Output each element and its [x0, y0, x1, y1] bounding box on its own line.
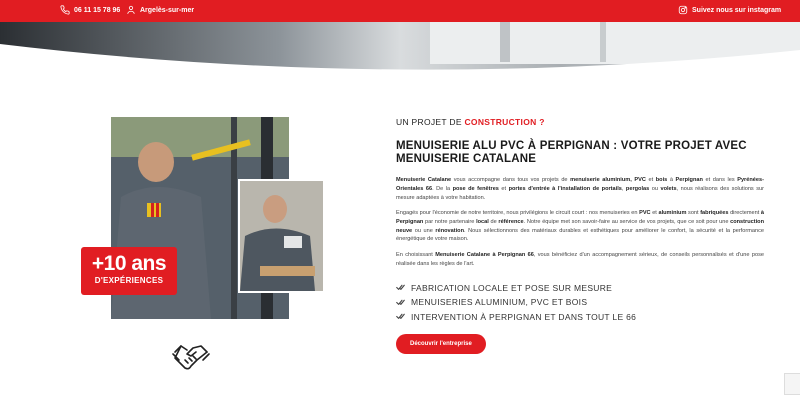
p1-s7: Perpignan — [675, 177, 703, 184]
check-icon — [396, 312, 405, 321]
instagram-label: Suivez nous sur instagram — [692, 6, 782, 14]
p2-s17: . Nous sélectionnons des matériaux durables et esthétiques pour améliorer le confort, la sécurité et la performance énergétique de votre maison. — [396, 227, 765, 243]
instagram-link[interactable] — [678, 5, 781, 15]
p1-s2: vous accompagne dans tous vos projets de — [451, 177, 571, 184]
p1-s17: volets — [660, 186, 677, 193]
p1-s12: et — [498, 186, 509, 193]
check-icon — [396, 283, 405, 292]
phone-number: 06 11 15 78 96 — [74, 6, 121, 14]
experience-years: +10 ans — [91, 252, 167, 275]
p2-s11: de — [488, 219, 499, 226]
city-link[interactable] — [126, 5, 194, 15]
p1-s15: pergolas — [625, 186, 650, 193]
worker-photo-small — [238, 179, 325, 293]
p3-s3: , vous bénéficiez d'un accompagnement sérieux, de conseils personnalisés et d'une pose réalisée dans les règles de l'art. — [396, 252, 764, 267]
p1-s4: et — [645, 177, 656, 184]
p2-s1: Engagés pour l'économie de notre territoire, nous privilégions le circuit court : nos menuiseries en — [396, 210, 640, 217]
p1-s3: menuiserie aluminium, PVC — [570, 177, 646, 184]
handshake-icon — [171, 334, 211, 374]
intro-paragraph — [396, 176, 764, 202]
p1-s10: . De la — [432, 186, 453, 193]
city-name: Argelès-sur-mer — [140, 6, 195, 14]
local-paragraph — [396, 209, 764, 244]
p2-s7: directement — [728, 210, 761, 217]
feature-item — [396, 295, 764, 310]
experience-label: D'EXPÉRIENCES — [94, 276, 164, 285]
eyebrow-accent: CONSTRUCTION ? — [464, 117, 545, 127]
p2-s14: construction neuve — [396, 219, 764, 234]
experience-badge — [81, 247, 177, 295]
p1-s18: , nous réalisons des solutions sur mesure adaptées à votre habitation. — [396, 186, 764, 201]
p2-s15: ou une — [412, 227, 436, 234]
recaptcha-badge[interactable] — [784, 373, 800, 395]
eyebrow-prefix: UN PROJET DE — [396, 117, 462, 127]
p1-s16: ou — [649, 186, 661, 193]
feature-label: FABRICATION LOCALE ET POSE SUR MESURE — [411, 282, 613, 293]
p2-s6: fabriquées — [700, 210, 729, 217]
section-eyebrow — [396, 117, 764, 127]
p2-s4: aluminium — [658, 210, 687, 217]
feature-label: MENUISERIES ALUMINIUM, PVC ET BOIS — [411, 297, 588, 308]
p2-s12: référence — [498, 219, 524, 226]
p2-s2: PVC — [639, 210, 651, 217]
p1-s5: bois — [655, 177, 668, 184]
top-bar — [0, 0, 800, 22]
p1-s11: pose de fenêtres — [452, 186, 499, 193]
choice-paragraph — [396, 251, 764, 268]
page-title: MENUISERIE ALU PVC À PERPIGNAN : VOTRE PROJET AVEC MENUISERIE CATALANE — [396, 140, 747, 166]
p2-s8: à Perpignan — [396, 210, 765, 226]
hero-banner-image — [0, 22, 800, 82]
p1-s9: Pyrénées-Orientales 66 — [396, 177, 764, 193]
feature-item — [396, 309, 764, 324]
p1-s6: à — [667, 177, 676, 184]
p2-s5: sont — [686, 210, 701, 217]
p2-s16: rénovation — [435, 227, 465, 234]
feature-item — [396, 280, 764, 295]
p1-s8: et dans les — [702, 177, 738, 184]
phone-icon — [60, 5, 70, 15]
p3-s2: Menuiserie Catalane à Perpignan 66 — [435, 252, 534, 259]
p1-s1: Menuiserie Catalane — [396, 177, 452, 184]
instagram-icon — [678, 5, 688, 15]
feature-label: INTERVENTION À PERPIGNAN ET DANS TOUT LE 66 — [411, 311, 637, 322]
p2-s3: et — [650, 210, 659, 217]
p3-s1: En choisissant — [396, 252, 436, 259]
p2-s13: . Notre équipe met son savoir-faire au service de vos projets, que ce soit pour une — [523, 219, 731, 226]
discover-company-button[interactable]: Découvrir l'entreprise — [396, 334, 486, 354]
p2-s9: par notre partenaire — [423, 219, 477, 226]
phone-link[interactable] — [60, 5, 120, 15]
p1-s14: , — [621, 186, 626, 193]
p1-s13: portes d'entrée à l'installation de portails — [508, 186, 622, 193]
main-content — [396, 117, 764, 354]
user-location-icon — [126, 5, 136, 15]
check-icon — [396, 298, 405, 307]
p2-s10: local — [476, 219, 489, 226]
feature-list — [396, 280, 764, 324]
